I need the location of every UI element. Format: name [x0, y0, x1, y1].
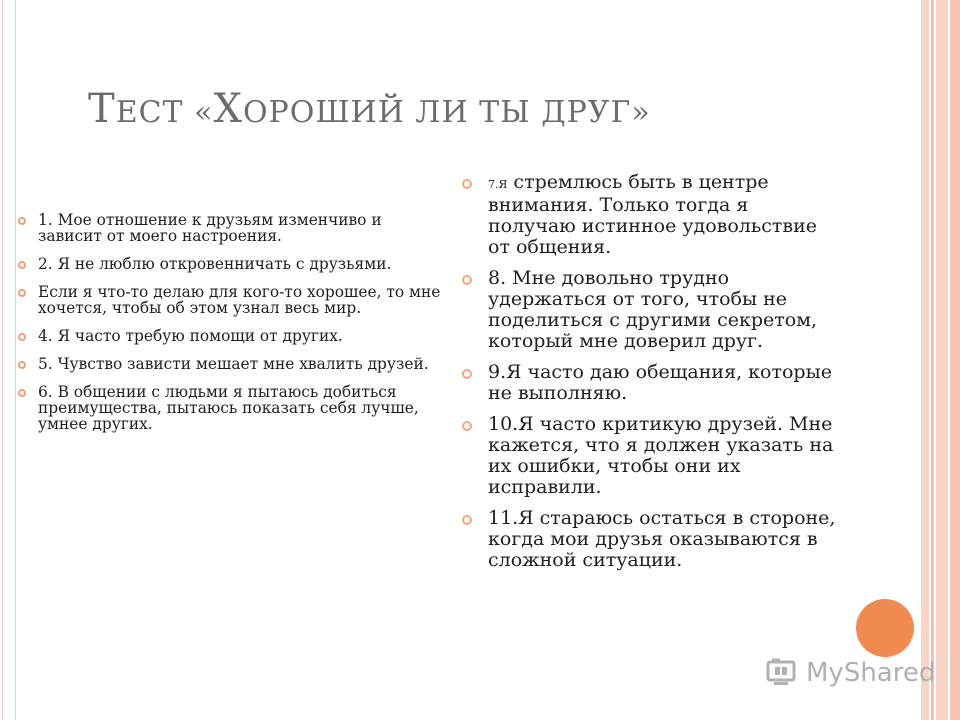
list-item: 7.Я стремлюсь быть в центре внимания. Только тогда я получаю истинное удовольствие от общения. [460, 172, 840, 258]
bullet-icon [462, 369, 472, 379]
bullet-icon [18, 289, 26, 297]
list-item: 2. Я не люблю откровенничать с друзьями. [18, 256, 448, 272]
list-item: Если я что-то делаю для кого-то хорошее, то мне хочется, чтобы об этом узнал весь мир. [18, 284, 448, 316]
list-item: 8. Мне довольно трудно удержаться от того, чтобы не поделиться с другими секретом, который мне доверил друг. [460, 268, 840, 352]
bullet-icon [18, 389, 26, 397]
right-column-list [460, 172, 840, 581]
bullet-icon [18, 333, 26, 341]
list-item: 4. Я часто требую помощи от других. [18, 328, 448, 344]
bullet-icon [462, 515, 472, 525]
list-item: 10.Я часто критикую друзей. Мне кажется, что я должен указать на их ошибки, чтобы они их исправили. [460, 414, 840, 498]
list-item: 6. В общении с людьми я пытаюсь добиться преимущества, пытаюсь показать себя лучше, умнее других. [18, 384, 448, 432]
list-item: 1. Мое отношение к друзьям изменчиво и зависит от моего настроения. [18, 212, 448, 244]
bullet-icon [18, 217, 26, 225]
monitor-icon [766, 658, 800, 688]
left-border-decoration [2, 0, 16, 720]
bullet-icon [18, 361, 26, 369]
bullet-icon [462, 275, 472, 285]
bullet-icon [18, 261, 26, 269]
bullet-icon [462, 179, 472, 189]
left-column-list [18, 212, 448, 444]
right-border-decoration [921, 0, 960, 720]
bullet-icon [462, 421, 472, 431]
watermark-logo [766, 655, 935, 691]
slide-title: ТЕСТ «ХОРОШИЙ ЛИ ТЫ ДРУГ» [88, 86, 651, 132]
list-item: 5. Чувство зависти мешает мне хвалить друзей. [18, 356, 448, 372]
accent-circle [856, 599, 914, 657]
list-item: 9.Я часто даю обещания, которые не выполняю. [460, 362, 840, 404]
list-item: 11.Я стараюсь остаться в стороне, когда мои друзья оказываются в сложной ситуации. [460, 508, 840, 571]
watermark-text: MyShared [806, 658, 936, 688]
